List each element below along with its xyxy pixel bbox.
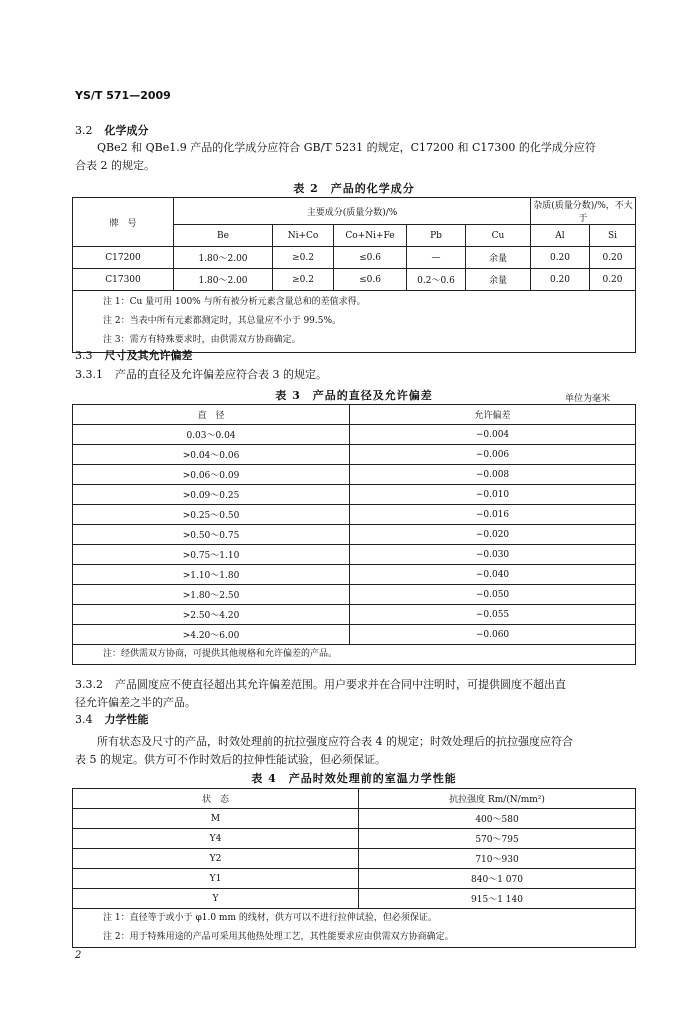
table-row xyxy=(73,585,636,605)
cell: ≥0.2 xyxy=(273,247,334,269)
table3-unit: 单位为毫米 xyxy=(565,394,611,404)
cell: 余量 xyxy=(466,269,531,291)
section-3-3-heading: 3.3 尺寸及其允许偏差 xyxy=(75,349,193,362)
cell: 915～1 140 xyxy=(359,889,636,909)
section-3-3-1-text: 3.3.1 产品的直径及允许偏差应符合表 3 的规定。 xyxy=(75,368,327,381)
table4-notes: 注 1：直径等于或小于 φ1.0 mm 的线材，供方可以不进行拉伸试验，但必须保证。 注 2：用于特殊用途的产品可采用其他热处理工艺，其性能要求应由供需双方协商确定。 xyxy=(73,909,636,948)
col-ni-co: Ni+Co xyxy=(273,225,334,247)
cell: — xyxy=(407,247,466,269)
cell: C17300 xyxy=(73,269,174,291)
cell: −0.008 xyxy=(350,465,636,485)
cell: >0.75～1.10 xyxy=(73,545,350,565)
cell: >4.20～6.00 xyxy=(73,625,350,645)
cell: −0.006 xyxy=(350,445,636,465)
table-row xyxy=(73,605,636,625)
cell: 0.2～0.6 xyxy=(407,269,466,291)
cell: 1.80～2.00 xyxy=(174,247,273,269)
cell: −0.040 xyxy=(350,565,636,585)
cell: 1.80～2.00 xyxy=(174,269,273,291)
col-temper: 状 态 xyxy=(73,789,359,809)
cell: >0.50～0.75 xyxy=(73,525,350,545)
table-row xyxy=(73,889,636,909)
table-row xyxy=(73,505,636,525)
cell: 0.20 xyxy=(590,269,636,291)
table-row xyxy=(73,869,636,889)
cell: −0.016 xyxy=(350,505,636,525)
cell: −0.050 xyxy=(350,585,636,605)
cell: ≤0.6 xyxy=(334,269,407,291)
cell: 0.03～0.04 xyxy=(73,425,350,445)
cell: Y4 xyxy=(73,829,359,849)
cell: 余量 xyxy=(466,247,531,269)
cell: >0.25～0.50 xyxy=(73,505,350,525)
cell: >2.50～4.20 xyxy=(73,605,350,625)
cell: 710～930 xyxy=(359,849,636,869)
cell: −0.055 xyxy=(350,605,636,625)
table-row xyxy=(73,425,636,445)
cell: >0.06～0.09 xyxy=(73,465,350,485)
cell: >0.09～0.25 xyxy=(73,485,350,505)
cell: >1.10～1.80 xyxy=(73,565,350,585)
section-3-2-heading: 3.2 化学成分 xyxy=(75,124,149,137)
cell: ≤0.6 xyxy=(334,247,407,269)
cell: −0.004 xyxy=(350,425,636,445)
table-row xyxy=(73,565,636,585)
cell: M xyxy=(73,809,359,829)
col-tensile-strength: 抗拉强度 Rm/(N/mm²) xyxy=(359,789,636,809)
cell: ≥0.2 xyxy=(273,269,334,291)
cell: −0.060 xyxy=(350,625,636,645)
section-3-3-2-text: 3.3.2 产品圆度应不使直径超出其允许偏差范围。用户要求并在合同中注明时，可提供圆度不超出直 径允许偏差之半的产品。 xyxy=(75,678,566,709)
cell: 400～580 xyxy=(359,809,636,829)
standard-id: YS/T 571—2009 xyxy=(75,89,171,102)
table-row xyxy=(73,247,636,269)
table-row xyxy=(73,485,636,505)
cell: 0.20 xyxy=(531,269,590,291)
col-tolerance: 允许偏差 xyxy=(350,405,636,425)
table-row xyxy=(73,545,636,565)
table3-caption: 表 3 产品的直径及允许偏差 xyxy=(275,389,433,402)
table4-tensile-strength xyxy=(72,788,636,948)
col-si: Si xyxy=(590,225,636,247)
table-row xyxy=(73,269,636,291)
table2-caption: 表 2 产品的化学成分 xyxy=(293,182,415,195)
table-row xyxy=(73,465,636,485)
table2-chemical-composition xyxy=(72,197,636,353)
brand-header: 牌 号 xyxy=(73,198,174,247)
cell: 0.20 xyxy=(531,247,590,269)
col-co-ni-fe: Co+Ni+Fe xyxy=(334,225,407,247)
page-number: 2 xyxy=(75,950,82,961)
table-row xyxy=(73,829,636,849)
cell: −0.020 xyxy=(350,525,636,545)
table-row xyxy=(73,525,636,545)
cell: >0.04～0.06 xyxy=(73,445,350,465)
cell: 570～795 xyxy=(359,829,636,849)
col-be: Be xyxy=(174,225,273,247)
main-components-header: 主要成分(质量分数)/% xyxy=(174,198,531,225)
cell: Y2 xyxy=(73,849,359,869)
cell: Y1 xyxy=(73,869,359,889)
table-row xyxy=(73,445,636,465)
cell: 840～1 070 xyxy=(359,869,636,889)
col-diameter: 直 径 xyxy=(73,405,350,425)
table-row xyxy=(73,849,636,869)
col-pb: Pb xyxy=(407,225,466,247)
cell: 0.20 xyxy=(590,247,636,269)
table2-notes: 注 1：Cu 量可用 100% 与所有被分析元素含量总和的差值求得。 注 2：当表中所有元素都测定时，其总量应不小于 99.5%。 注 3：需方有特殊要求时，由供需双方协商确定。 xyxy=(73,291,636,353)
table4-caption: 表 4 产品时效处理前的室温力学性能 xyxy=(251,772,457,785)
table3-diameter-tolerance xyxy=(72,404,636,665)
cell: −0.030 xyxy=(350,545,636,565)
table-row xyxy=(73,625,636,645)
cell: C17200 xyxy=(73,247,174,269)
section-3-4-heading: 3.4 力学性能 xyxy=(75,713,149,726)
cell: Y xyxy=(73,889,359,909)
cell: >1.80～2.50 xyxy=(73,585,350,605)
table-row xyxy=(73,809,636,829)
cell: −0.010 xyxy=(350,485,636,505)
section-3-2-text: QBe2 和 QBe1.9 产品的化学成分应符合 GB/T 5231 的规定，C17200 和 C17300 的化学成分应符 合表 2 的规定。 xyxy=(75,141,596,172)
impurity-header: 杂质(质量分数)/%，不大于 xyxy=(531,198,636,225)
table3-notes: 注：经供需双方协商，可提供其他规格和允许偏差的产品。 xyxy=(73,645,636,665)
col-al: Al xyxy=(531,225,590,247)
col-cu: Cu xyxy=(466,225,531,247)
section-3-4-text: 所有状态及尺寸的产品，时效处理前的抗拉强度应符合表 4 的规定；时效处理后的抗拉强度应符合 表 5 的规定。供方可不作时效后的拉伸性能试验，但必须保证。 xyxy=(75,735,573,766)
